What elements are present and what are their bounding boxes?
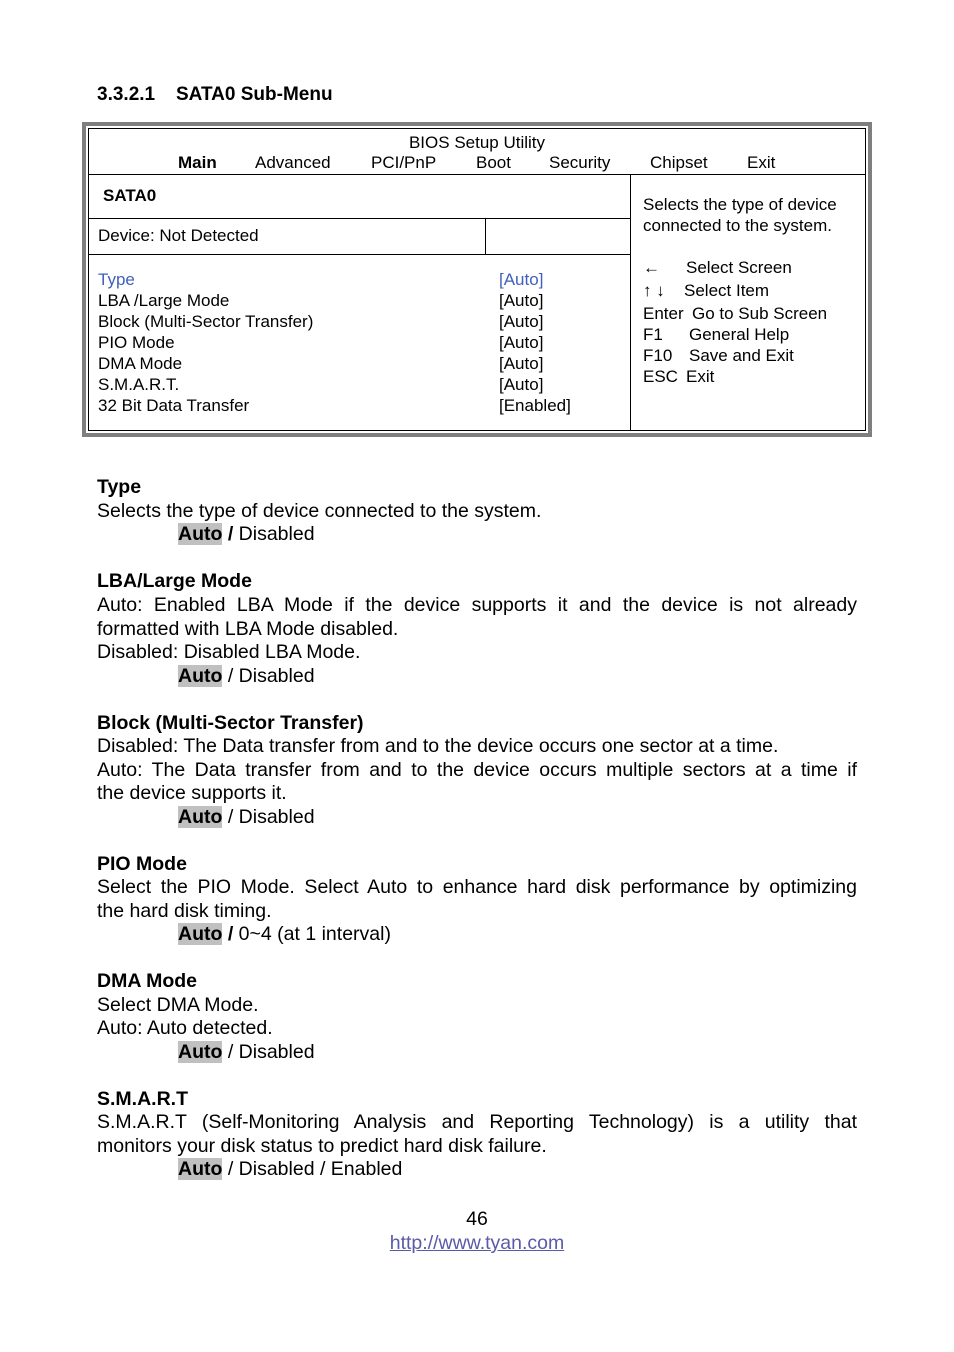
option-dma-label[interactable]: DMA Mode xyxy=(98,354,183,373)
section-title xyxy=(97,84,333,106)
menu-tab-exit[interactable]: Exit xyxy=(747,153,776,172)
menu-tab-advanced[interactable]: Advanced xyxy=(255,153,331,172)
heading-type: Type xyxy=(97,476,142,498)
key-esc: ESC xyxy=(643,367,678,386)
dma-desc-line: Auto: Auto detected. xyxy=(97,1017,273,1039)
dma-options xyxy=(178,1041,315,1064)
option-32bit-label[interactable]: 32 Bit Data Transfer xyxy=(98,396,250,415)
block-desc-line: Disabled: The Data transfer from and to the device occurs one sector at a time. xyxy=(97,735,779,757)
device-divider xyxy=(89,254,630,255)
page-number: 46 xyxy=(466,1208,488,1230)
key-hint-desc: Exit xyxy=(686,367,715,386)
other-options: 0~4 (at 1 interval) xyxy=(238,923,391,945)
option-separator: / xyxy=(222,1158,239,1180)
option-type-label[interactable]: Type xyxy=(98,270,135,289)
device-status: Device: Not Detected xyxy=(98,226,259,245)
key-hint-desc: Select Screen xyxy=(686,258,792,277)
other-options: Disabled xyxy=(238,665,315,687)
device-column-divider xyxy=(485,218,486,254)
bios-inner-frame xyxy=(88,128,866,431)
option-smart-value[interactable]: [Auto] xyxy=(499,375,544,394)
option-32bit-value[interactable]: [Enabled] xyxy=(499,396,571,415)
lba-options xyxy=(178,665,315,688)
key-hint-desc: Select Item xyxy=(684,281,770,300)
default-option: Auto xyxy=(178,523,223,545)
other-options: Disabled xyxy=(238,1041,315,1063)
smart-desc-line: monitors your disk status to predict hard disk failure. xyxy=(97,1135,547,1157)
menu-divider xyxy=(89,174,865,175)
heading-lba: LBA/Large Mode xyxy=(97,570,252,592)
section-title-text: SATA0 Sub-Menu xyxy=(176,84,333,105)
footer-url-wrap xyxy=(0,1232,954,1255)
default-option: Auto xyxy=(178,665,223,687)
pio-desc-line: Select the PIO Mode. Select Auto to enhance hard disk performance by optimizing xyxy=(97,876,857,898)
option-lba-label[interactable]: LBA /Large Mode xyxy=(98,291,230,310)
option-separator: / xyxy=(222,806,239,828)
option-pio-value[interactable]: [Auto] xyxy=(499,333,544,352)
key-f1: F1 xyxy=(643,325,663,344)
other-options: Disabled xyxy=(238,806,315,828)
smart-desc-line: S.M.A.R.T (Self-Monitoring Analysis and Reporting Technology) is a utility that xyxy=(97,1111,857,1133)
option-block-label[interactable]: Block (Multi-Sector Transfer) xyxy=(98,312,314,331)
key-f10: F10 xyxy=(643,346,673,365)
title-divider xyxy=(89,218,630,219)
other-options: Disabled xyxy=(238,523,315,545)
option-separator: / xyxy=(222,665,239,687)
key-hint-desc: Go to Sub Screen xyxy=(692,304,828,323)
menu-tab-main[interactable]: Main xyxy=(178,153,217,172)
help-pane-divider xyxy=(630,174,631,430)
key-hint-desc: General Help xyxy=(689,325,790,344)
key-hint-select-screen xyxy=(643,258,792,278)
pio-desc-line: the hard disk timing. xyxy=(97,900,272,922)
key-hint-save-exit xyxy=(643,346,794,366)
default-option: Auto xyxy=(178,923,223,945)
smart-options xyxy=(178,1158,402,1181)
help-text-line: connected to the system. xyxy=(643,216,832,235)
pio-options xyxy=(178,923,391,946)
bios-setup-screen xyxy=(82,122,872,437)
default-option: Auto xyxy=(178,806,223,828)
key-hint-general-help xyxy=(643,325,789,345)
type-desc-line: Selects the type of device connected to the system. xyxy=(97,500,542,522)
lba-desc-line: formatted with LBA Mode disabled. xyxy=(97,618,399,640)
option-type-value[interactable]: [Auto] xyxy=(499,270,544,289)
menu-tab-security[interactable]: Security xyxy=(549,153,611,172)
key-enter: Enter xyxy=(643,304,684,323)
key-hint-exit xyxy=(643,367,714,387)
option-separator: / xyxy=(222,523,239,545)
footer-link[interactable]: http://www.tyan.com xyxy=(389,1232,565,1254)
menu-tab-boot[interactable]: Boot xyxy=(476,153,511,172)
menu-tab-chipset[interactable]: Chipset xyxy=(650,153,708,172)
option-separator: / xyxy=(222,923,239,945)
key-hint-desc: Save and Exit xyxy=(689,346,794,365)
lba-desc-line: Auto: Enabled LBA Mode if the device supports it and the device is not already xyxy=(97,594,857,616)
heading-block: Block (Multi-Sector Transfer) xyxy=(97,712,364,734)
bios-title: BIOS Setup Utility xyxy=(408,133,546,152)
dma-desc-line: Select DMA Mode. xyxy=(97,994,259,1016)
option-pio-label[interactable]: PIO Mode xyxy=(98,333,175,352)
key-hint-select-item xyxy=(643,281,769,301)
default-option: Auto xyxy=(178,1158,223,1180)
left-arrow-icon: ← xyxy=(643,258,660,277)
heading-dma: DMA Mode xyxy=(97,970,198,992)
block-desc-line: Auto: The Data transfer from and to the device occurs multiple sectors at a time if xyxy=(97,759,857,781)
default-option: Auto xyxy=(178,1041,223,1063)
heading-pio: PIO Mode xyxy=(97,853,187,875)
block-options xyxy=(178,806,315,829)
other-options: Disabled / Enabled xyxy=(238,1158,403,1180)
type-options xyxy=(178,523,315,546)
up-down-arrow-icon: ↑ ↓ xyxy=(643,281,665,300)
key-hint-sub-screen xyxy=(643,304,827,324)
option-separator: / xyxy=(222,1041,239,1063)
lba-desc-line: Disabled: Disabled LBA Mode. xyxy=(97,641,361,663)
section-number: 3.3.2.1 xyxy=(97,84,156,105)
submenu-title: SATA0 xyxy=(103,186,157,205)
help-text-line: Selects the type of device xyxy=(643,195,837,214)
block-desc-line: the device supports it. xyxy=(97,782,287,804)
option-lba-value[interactable]: [Auto] xyxy=(499,291,544,310)
option-block-value[interactable]: [Auto] xyxy=(499,312,544,331)
menu-tab-pcipnp[interactable]: PCI/PnP xyxy=(371,153,437,172)
option-smart-label[interactable]: S.M.A.R.T. xyxy=(98,375,180,394)
option-dma-value[interactable]: [Auto] xyxy=(499,354,544,373)
heading-smart: S.M.A.R.T xyxy=(97,1088,188,1110)
